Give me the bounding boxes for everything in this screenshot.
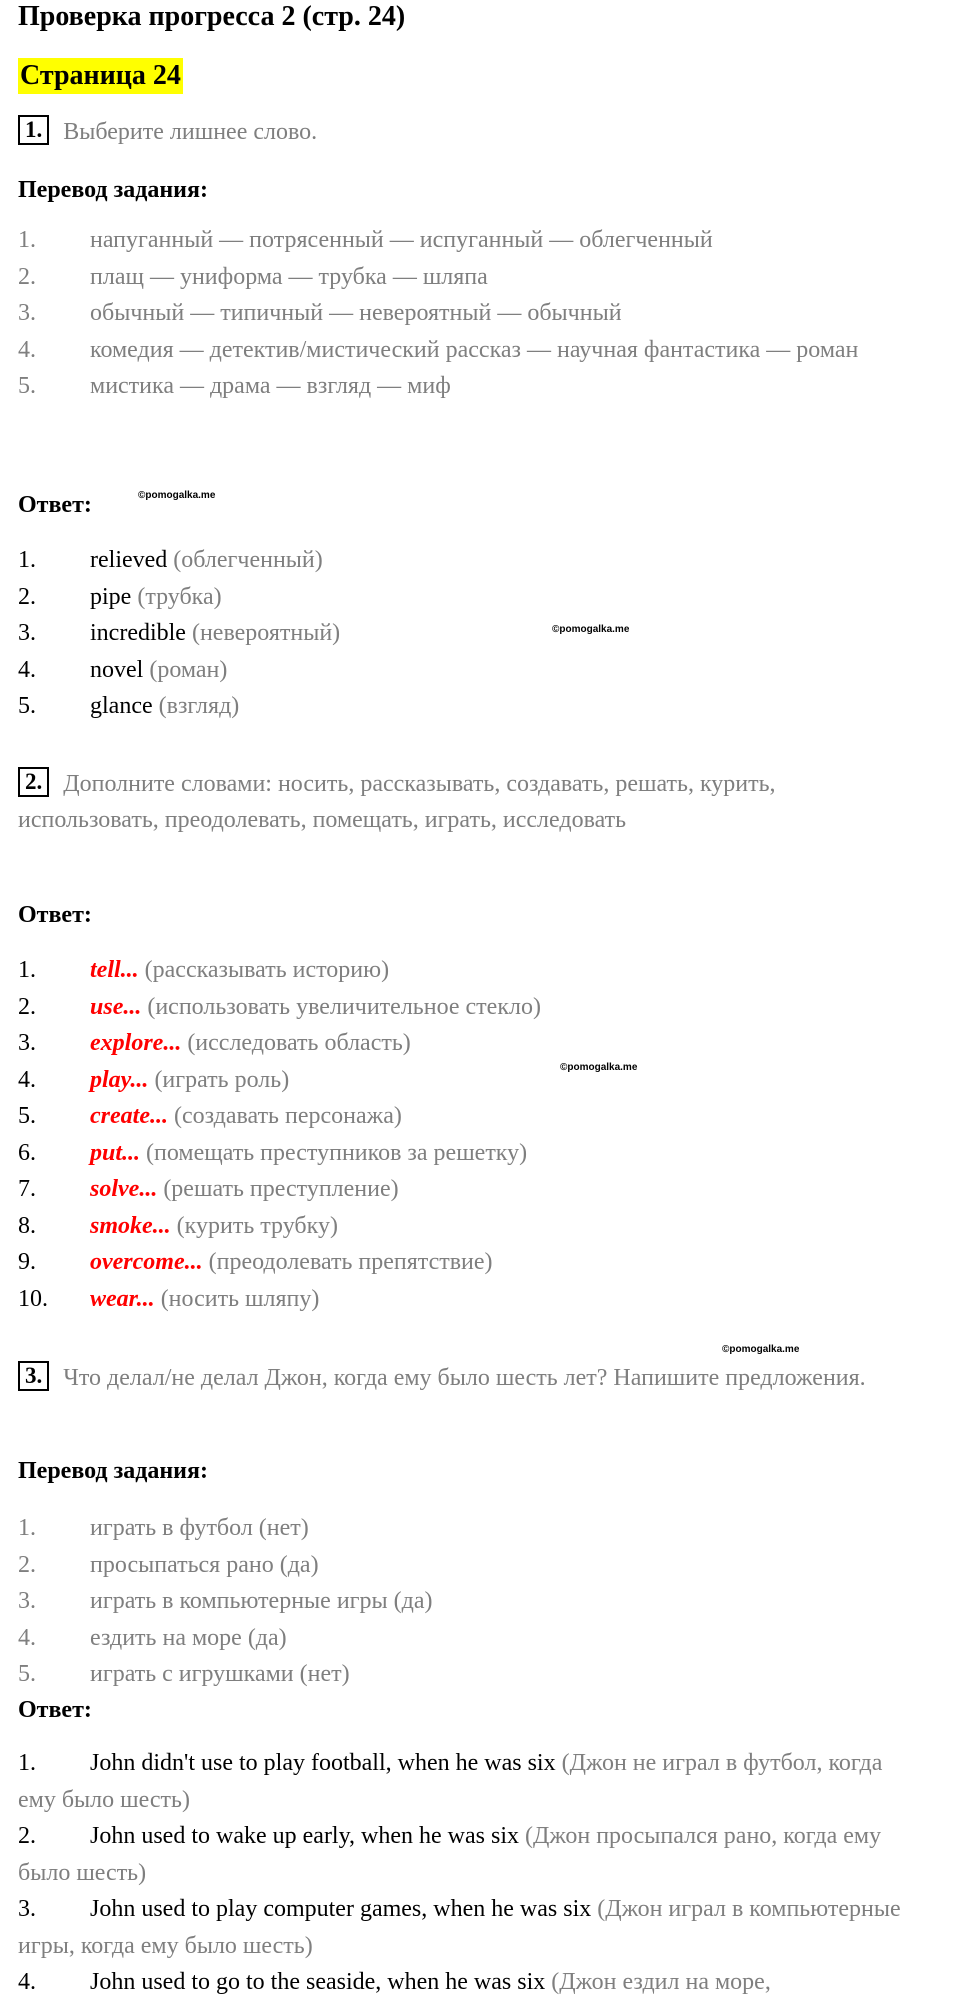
list-item: 1. играть в футбол (нет) — [18, 1515, 309, 1541]
list-item: 6. put... (помещать преступников за решетку) — [18, 1139, 528, 1166]
list-item: 4. novel (роман) — [18, 656, 228, 683]
task3-answer-list — [18, 1745, 918, 2001]
task3-statement — [18, 1360, 918, 1396]
list-item: 3. играть в компьютерные игры (да) — [18, 1588, 433, 1614]
list-item: 3. explore... (исследовать область) — [18, 1030, 411, 1056]
list-item: 2. John used to wake up early, when he was six (Джон просыпался рано, когда ему было шесть) — [18, 1823, 882, 1886]
task1-number-box: 1. — [18, 115, 49, 145]
watermark-text: ©pomogalka.me — [138, 490, 216, 501]
task2-text: Дополните словами: носить, рассказывать, создавать, решать, курить, использовать, преодолевать, помещать, играть, исследовать — [18, 771, 776, 833]
task1-translation-heading: Перевод задания: — [18, 177, 208, 203]
list-item: 8. smoke... (курить трубку) — [18, 1212, 338, 1239]
list-item: 3. incredible (невероятный) — [18, 620, 341, 646]
list-item: 2. просыпаться рано (да) — [18, 1551, 319, 1578]
list-item: 4. John used to go to the seaside, when he was six (Джон ездил на море, — [18, 1969, 771, 1995]
list-item: 1. relieved (облегченный) — [18, 547, 323, 573]
task3-translation-heading: Перевод задания: — [18, 1458, 208, 1484]
list-item: 5. мистика — драма — взгляд — миф — [18, 373, 451, 399]
list-item: 1. tell... (рассказывать историю) — [18, 957, 390, 983]
task3-text: Что делал/не делал Джон, когда ему было шесть лет? Напишите предложения. — [63, 1365, 866, 1391]
list-item: 9. overcome... (преодолевать препятствие) — [18, 1249, 493, 1275]
task1-statement — [18, 114, 918, 150]
list-item: 3. John used to play computer games, when he was six (Джон играл в компьютерные игры, когда ему было шесть) — [18, 1896, 901, 1959]
list-item: 2. use... (использовать увеличительное стекло) — [18, 993, 541, 1020]
task3-answer-heading: Ответ: — [18, 1697, 92, 1723]
task3-number-box: 3. — [18, 1361, 49, 1391]
task1-answer-list — [18, 542, 918, 725]
list-item: 1. John didn't use to play football, when he was six (Джон не играл в футбол, когда ему было шесть) — [18, 1750, 883, 1813]
list-item: 1. напуганный — потрясенный — испуганный — облегченный — [18, 227, 713, 253]
task1-translation-list — [18, 222, 918, 405]
watermark-text: ©pomogalka.me — [560, 1062, 638, 1073]
watermark-text: ©pomogalka.me — [552, 624, 630, 635]
list-item: 5. играть с игрушками (нет) — [18, 1661, 350, 1687]
task3-translation-list — [18, 1510, 918, 1693]
list-item: 2. плащ — униформа — трубка — шляпа — [18, 263, 488, 290]
list-item: 7. solve... (решать преступление) — [18, 1176, 399, 1202]
page-title: Проверка прогресса 2 (стр. 24) — [18, 1, 406, 32]
task2-number-box: 2. — [18, 767, 49, 797]
task2-statement — [18, 766, 918, 838]
list-item: 4. ездить на море (да) — [18, 1624, 287, 1651]
task1-answer-heading: Ответ: — [18, 492, 92, 518]
list-item: 5. create... (создавать персонажа) — [18, 1103, 402, 1129]
list-item: 5. glance (взгляд) — [18, 693, 240, 719]
list-item: 4. комедия — детектив/мистический рассказ — научная фантастика — роман — [18, 336, 859, 363]
list-item: 10. wear... (носить шляпу) — [18, 1285, 320, 1312]
watermark-text: ©pomogalka.me — [722, 1344, 800, 1355]
page-subtitle: Страница 24 — [18, 58, 183, 94]
task2-answer-heading: Ответ: — [18, 902, 92, 928]
task1-text: Выберите лишнее слово. — [63, 119, 318, 145]
list-item: 2. pipe (трубка) — [18, 583, 222, 610]
list-item: 3. обычный — типичный — невероятный — обычный — [18, 300, 622, 326]
list-item: 4. play... (играть роль) — [18, 1066, 290, 1093]
task2-answer-list — [18, 952, 918, 1317]
